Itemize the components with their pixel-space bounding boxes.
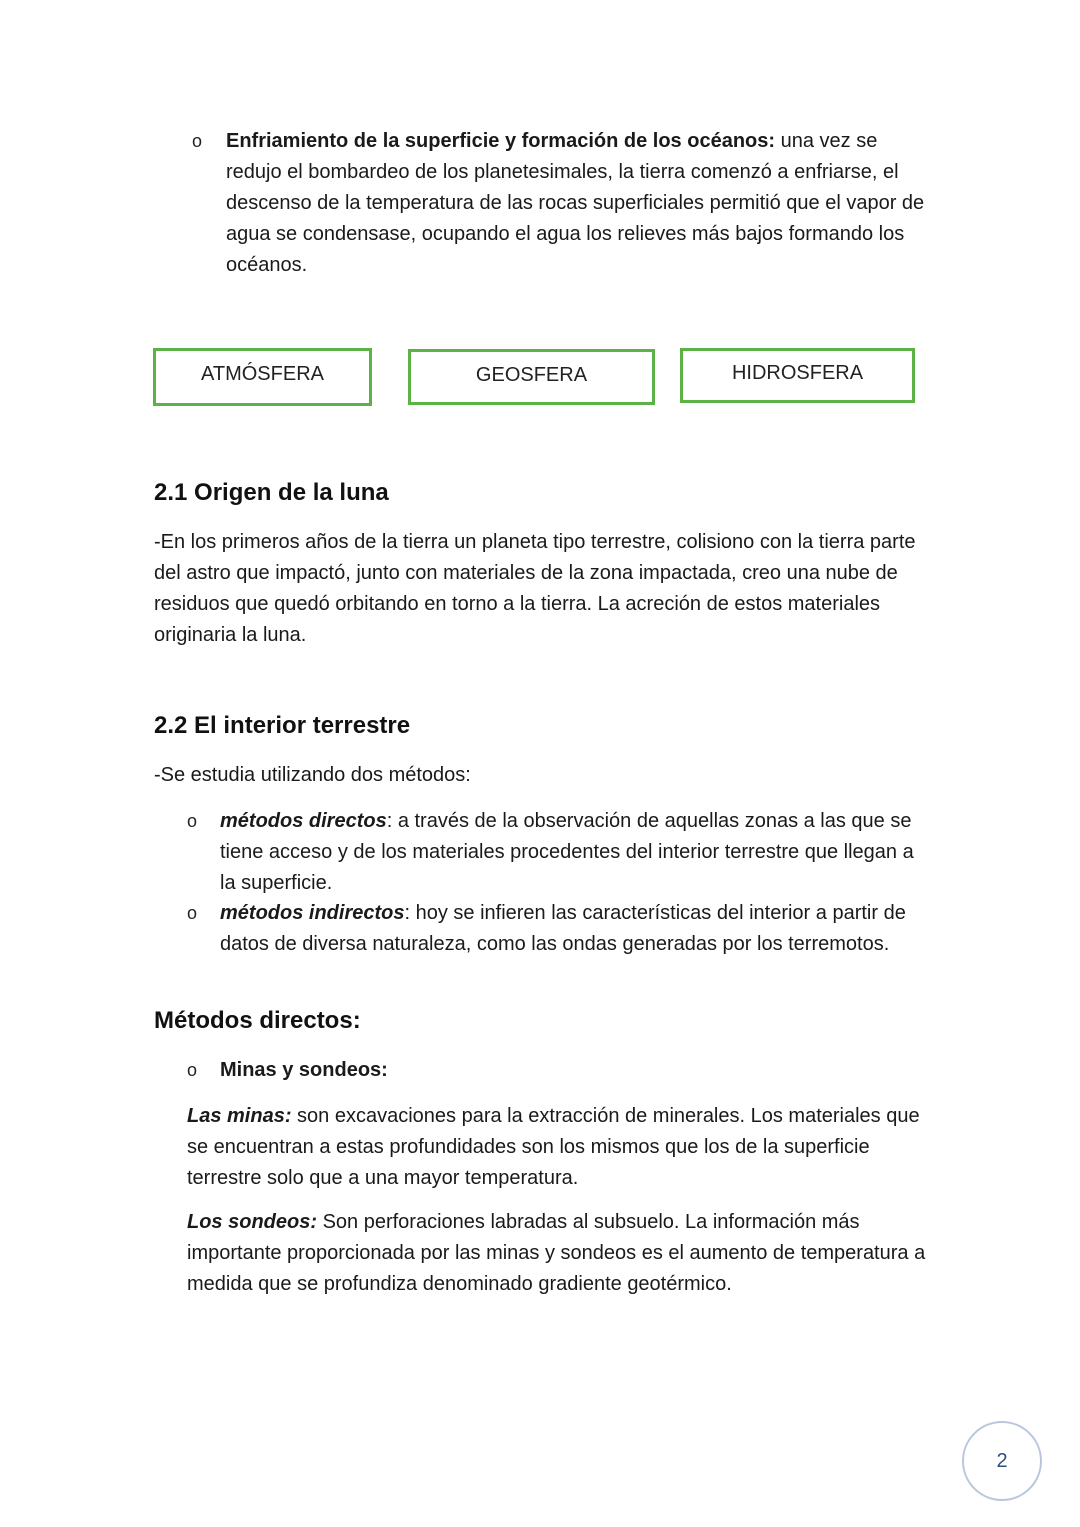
page-number: 2 bbox=[962, 1421, 1042, 1501]
box-geosfera: GEOSFERA bbox=[408, 349, 655, 405]
heading-origen-luna: 2.1 Origen de la luna bbox=[154, 479, 389, 506]
box-atmosfera: ATMÓSFERA bbox=[153, 348, 372, 406]
method-direct-text: : a través de la observación de aquellas zonas a las que se tiene acceso y de los materiales procedentes del interior terrestre que llegan a la superficie. bbox=[220, 810, 914, 894]
interior-intro: -Se estudia utilizando dos métodos: bbox=[154, 764, 471, 786]
method-indirect-term: métodos indirectos bbox=[220, 902, 405, 924]
bullet-marker: o bbox=[187, 811, 198, 831]
bullet-marker: o bbox=[192, 131, 203, 151]
method-direct-term: métodos directos bbox=[220, 810, 387, 832]
method-indirect-text: : hoy se infieren las características del interior a partir de datos de diversa naturaleza, como las ondas generadas por los terremotos. bbox=[220, 902, 906, 955]
bullet-marker: o bbox=[187, 1060, 198, 1080]
minas-sondeos-label: Minas y sondeos: bbox=[220, 1059, 388, 1081]
intro-bullet-term: Enfriamiento de la superficie y formación de los océanos: bbox=[226, 130, 776, 152]
sondeos-term: Los sondeos: bbox=[187, 1211, 318, 1233]
paragraph-sondeos bbox=[187, 1207, 927, 1300]
method-direct-item bbox=[220, 806, 925, 899]
minas-text: son excavaciones para la extracción de minerales. Los materiales que se encuentran a estas profundidades son los mismos que los de la superficie terrestre solo que a una mayor temperatura. bbox=[187, 1105, 920, 1189]
intro-bullet-body: una vez se redujo el bombardeo de los planetesimales, la tierra comenzó a enfriarse, el descenso de la temperatura de las rocas superficiales permitió que el vapor de agua se condensase, ocupando el agua los relieves más bajos formando los océanos. bbox=[226, 130, 925, 276]
bullet-marker: o bbox=[187, 903, 198, 923]
heading-interior-terrestre: 2.2 El interior terrestre bbox=[154, 712, 411, 739]
intro-bullet-text bbox=[226, 126, 926, 281]
paragraph-minas bbox=[187, 1101, 927, 1194]
sondeos-text: Son perforaciones labradas al subsuelo. La información más importante proporcionada por las minas y sondeos es el aumento de temperatura a medida que se profundiza denominado gradiente geotérmico. bbox=[187, 1211, 926, 1295]
minas-sondeos-bullet bbox=[220, 1055, 388, 1086]
heading-metodos-directos: Métodos directos: bbox=[154, 1007, 361, 1034]
method-indirect-item bbox=[220, 898, 925, 960]
paragraph-origen-luna: -En los primeros años de la tierra un planeta tipo terrestre, colisiono con la tierra parte del astro que impactó, junto con materiales de la zona impactada, creo una nube de residuos que quedó orbitando en torno a la tierra. La acreción de estos materiales originaria la luna. bbox=[154, 531, 916, 646]
box-hidrosfera: HIDROSFERA bbox=[680, 348, 915, 403]
minas-term: Las minas: bbox=[187, 1105, 292, 1127]
